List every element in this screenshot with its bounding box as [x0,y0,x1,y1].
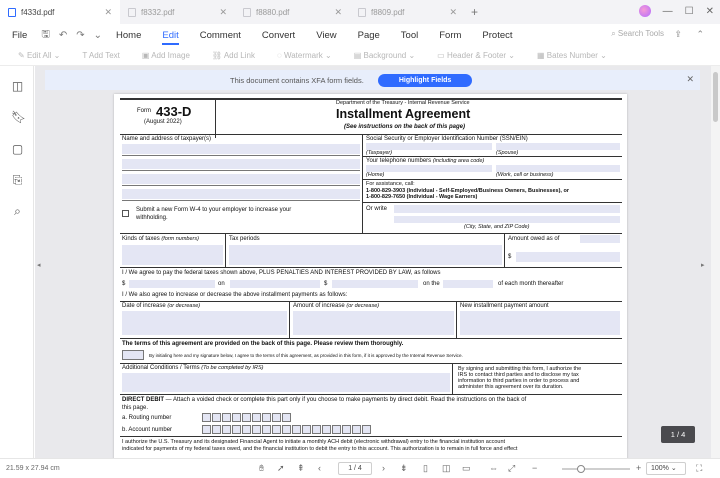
date-increase-field[interactable] [122,311,287,335]
tab-label: f8880.pdf [256,7,290,17]
account-digit-box[interactable] [222,425,231,434]
close-icon[interactable]: ✕ [449,6,457,17]
w4-checkbox[interactable] [122,210,129,217]
header-footer-label: Header & Footer [446,51,507,60]
form-title: Installment Agreement [336,107,471,121]
form-date: (August 2022) [144,119,182,125]
direct-debit-heading: DIRECT DEBIT [122,397,164,403]
new-payment-label: New installment payment amount [460,303,549,309]
account-digit-box[interactable] [362,425,371,434]
search-tools-label: Search Tools [617,29,664,38]
edit-toolbar [0,46,720,66]
edit-all-button[interactable]: ✎ Edit All ⌄ [18,51,61,60]
account-digit-box[interactable] [342,425,351,434]
pay-dollar-sign-2: $ [324,281,328,287]
attachment-icon[interactable]: ⎘ [12,173,23,187]
scroll-mode-icon[interactable]: ▭ [462,463,471,473]
or-write-field-1[interactable] [394,205,620,213]
account-label: b. Account number [122,427,173,433]
maximize-icon[interactable]: ☐ [684,5,694,17]
search-icon[interactable]: ⌕ [14,204,21,218]
new-tab-icon[interactable]: + [471,5,479,19]
tab-f8332[interactable] [120,0,235,24]
minimize-icon[interactable]: — [662,5,673,17]
ssn-label: Social Security or Employer Identification Number (SSN/EIN) [366,136,528,142]
window-controls [639,5,714,17]
form-subtitle: (See instructions on the back of this page) [344,124,466,130]
account-digit-box[interactable] [272,425,281,434]
menu-convert[interactable]: Convert [261,29,296,41]
account-digit-box[interactable] [242,425,251,434]
routing-digit-box[interactable] [212,413,221,422]
account-digit-box[interactable] [292,425,301,434]
amount-owed-date-field[interactable] [580,235,620,243]
menu-tool[interactable]: Tool [400,29,419,41]
close-icon[interactable]: ✕ [219,6,227,17]
on-the-label: on the [423,281,440,287]
name-field-4[interactable] [122,189,360,199]
city-label: (City, State, and ZIP Code) [464,224,530,230]
new-payment-field[interactable] [460,311,620,335]
add-image-label: Add Image [151,51,190,60]
agree-pay-text: I / We agree to pay the federal taxes shown above, PLUS PENALTIES AND INTEREST PROVIDED BY LAW, as follows [122,270,441,276]
watermark-button[interactable]: ◌ Watermark ⌄ [276,51,332,60]
routing-digit-box[interactable] [242,413,251,422]
routing-digit-box[interactable] [262,413,271,422]
account-digit-box[interactable] [322,425,331,434]
fit-page-icon[interactable]: ⤢ [508,463,516,473]
next-page-icon[interactable]: › [382,463,385,473]
zoom-slider-knob[interactable] [577,465,585,473]
tab-label: f8332.pdf [141,7,175,17]
signing-text-2: IRS to contact third parties and to disclose my tax [458,372,579,378]
submit-w4-text-2: withholding. [136,215,168,221]
or-write-field-2[interactable] [394,216,620,223]
undo-icon[interactable]: ↶ [58,29,68,41]
submit-w4-text: Submit a new Form W-4 to your employer to increase your [136,207,292,213]
menu-page[interactable]: Page [357,29,380,41]
each-month-label: of each month thereafter [498,281,564,287]
pdf-file-icon [128,8,136,17]
payment-date-field[interactable] [230,280,320,288]
additional-conditions-label [122,365,263,371]
menu-edit[interactable]: Edit [162,29,179,41]
search-tools-input[interactable]: ⌕ Search Tools [611,29,664,38]
authorize-text-1: I authorize the U.S. Treasury and its designated Financial Agent to initiate a monthly ACH debit (electronic withdrawal) entry to the financial institution account [122,439,506,445]
tab-f8880[interactable] [235,0,350,24]
assistance-label: For assistance, call: [366,181,415,187]
routing-digit-box[interactable] [222,413,231,422]
tab-label: f8809.pdf [371,7,405,17]
prev-page-icon[interactable]: ‹ [318,463,321,473]
assistance-phone-1: 1-800-829-3903 (Individual - Self-Employed/Business Owners, Businesses), or [366,188,569,194]
hand-tool-icon[interactable]: ✋︎ [259,463,265,473]
page-number-input[interactable]: 1 / 4 [338,462,372,475]
menu-form[interactable]: Form [439,29,462,41]
signing-text-3: information to third parties in order to process and [458,378,580,384]
bates-number-label: Bates Number [546,51,598,60]
payment-amount-field[interactable] [129,280,215,288]
add-image-button[interactable]: ▣ Add Image [141,51,190,60]
or-decrease-hint: (or decrease) [167,303,201,309]
amount-increase-label [293,303,379,309]
tax-periods-field[interactable] [229,245,502,265]
fit-width-icon[interactable]: ⇔ [489,463,498,473]
avatar[interactable] [639,5,651,17]
routing-digit-box[interactable] [282,413,291,422]
tab-bar [0,0,720,24]
form-number: 433-D [156,104,192,119]
to-complete-hint: (To be completed by IRS) [201,365,264,371]
add-link-label: Add Link [223,51,255,60]
zoom-in-icon[interactable]: + [636,463,642,473]
assistance-phone-2: 1-800-829-7650 (Individual - Wage Earners) [366,194,478,200]
direct-debit-desc: — Attach a voided check or complete this part only if you choose to make payments by direct debit. Read the instructions on the back of [165,397,527,403]
bates-number-button[interactable]: ▦ Bates Number ⌄ [537,51,607,60]
phone-label-text: Your telephone numbers [366,158,432,164]
routing-digit-box[interactable] [252,413,261,422]
ssn-taxpayer-field[interactable] [366,143,492,150]
account-digit-box[interactable] [302,425,311,434]
account-digit-box[interactable] [312,425,321,434]
home-phone-field[interactable] [366,165,492,172]
menu-bar [0,24,720,46]
work-phone-field[interactable] [496,165,620,172]
home-label: (Home) [366,172,385,178]
pdf-file-icon [8,8,16,17]
fullscreen-icon[interactable]: ⛶ [696,463,703,473]
highlight-fields-button[interactable]: Highlight Fields [378,74,473,87]
menu-home[interactable]: Home [116,29,142,41]
close-icon[interactable]: ✕ [334,6,342,17]
ssn-spouse-field[interactable] [496,143,620,150]
xfa-notice-bar [45,70,700,90]
left-sidebar [0,66,34,458]
form-label: Form [137,108,151,114]
work-label: (Work, cell or business) [496,172,554,178]
account-digit-box[interactable] [352,425,361,434]
header-footer-button[interactable]: ▭ Header & Footer ⌄ [437,51,516,60]
kinds-taxes-text: Kinds of taxes [122,236,160,242]
day-of-month-field[interactable] [443,280,493,288]
page-layout-icon[interactable]: ▯ [423,463,428,473]
vertical-scrollbar[interactable] [711,66,720,458]
tax-periods-label: Tax periods [229,236,260,242]
form-numbers-hint: (form numbers) [161,236,199,242]
save-icon[interactable]: 🖫 [41,28,50,40]
status-bar [0,458,720,478]
account-digit-box[interactable] [202,425,211,434]
close-window-icon[interactable]: ✕ [705,5,714,17]
collapse-right-icon[interactable]: ▸ [701,262,705,269]
phone-hint: (including area code) [432,158,485,164]
close-icon[interactable]: ✕ [686,74,694,84]
this-page-text: this page. [122,405,149,411]
taxpayer-label: (Taxpayer) [366,150,393,156]
date-increase-label [122,303,200,309]
routing-digit-box[interactable] [272,413,281,422]
name-field-3[interactable] [122,174,360,184]
direct-debit-text [122,397,526,403]
name-field-2[interactable] [122,159,360,169]
initial-field[interactable] [122,350,144,360]
initial-agreement-text: By initialing here and my signature below, I agree to the terms of this agreement, as provided in this form, if it is approved by the Internal Revenue Service. [149,353,463,358]
collapse-left-icon[interactable]: ◂ [37,262,41,269]
name-address-label: Name and address of taxpayer(s) [122,136,212,142]
additional-conditions-text: Additional Conditions / Terms [122,365,200,371]
terms-text: The terms of this agreement are provided on the back of this page. Please review them thoroughly. [122,341,404,347]
first-page-icon[interactable]: ⇞ [297,463,305,473]
amount-increase-field[interactable] [293,311,454,335]
additional-conditions-field[interactable] [122,373,450,392]
background-label: Background [363,51,407,60]
last-page-icon[interactable]: ⇟ [400,463,408,473]
amount-owed-field[interactable] [516,252,620,262]
xfa-notice-message: This document contains XFA form fields. [230,75,364,85]
account-digit-box[interactable] [282,425,291,434]
add-text-label: Add Text [88,51,120,60]
pdf-file-icon [243,8,251,17]
monthly-amount-field[interactable] [332,280,418,288]
authorize-text-2: indicated for payments of my federal taxes owed, and the financial institution to debit the entry to this account. This authorization is to remain in full force and effect [122,446,518,452]
menu-protect[interactable]: Protect [482,29,513,41]
account-digit-box[interactable] [262,425,271,434]
two-page-icon[interactable]: ◫ [442,463,451,473]
routing-digit-box[interactable] [202,413,211,422]
bookmark-icon[interactable]: 🔖︎ [11,110,27,124]
edit-all-label: Edit All [26,51,52,60]
amount-owed-label: Amount owed as of [508,236,560,242]
page-dimensions: 21.59 x 27.94 cm [6,465,60,472]
tab-label: f433d.pdf [21,7,55,17]
account-digit-box[interactable] [232,425,241,434]
on-label: on [218,281,225,287]
routing-digit-box[interactable] [232,413,241,422]
kinds-taxes-label [122,236,199,242]
watermark-label: Watermark [283,51,323,60]
account-digit-box[interactable] [212,425,221,434]
pdf-page [114,94,627,458]
document-viewer [35,66,711,458]
signing-text-4: administer this agreement over its duration. [458,384,564,390]
amount-increase-text: Amount of increase [293,303,345,309]
kinds-taxes-field[interactable] [122,245,223,265]
phone-label [366,158,484,164]
redo-icon[interactable]: ↷ [76,29,85,41]
thumbnails-icon[interactable]: ◫ [11,79,24,93]
pay-dollar-sign: $ [122,281,126,287]
add-text-button[interactable]: T Add Text [82,51,120,60]
amount-dollar-sign: $ [508,254,512,260]
scrollbar-thumb[interactable] [713,72,718,122]
zoom-value: 100% [651,465,669,472]
signing-text-1: By signing and submitting this form, I authorize the [458,366,582,372]
spouse-label: (Spouse) [496,150,519,156]
file-menu[interactable]: File [12,29,28,41]
zoom-slider[interactable] [562,468,630,470]
add-link-button[interactable]: ⛓ Add Link [211,51,255,60]
agree-increase-text: I / We also agree to increase or decrease the above installment payments as follows: [122,292,348,298]
pdf-file-icon [358,8,366,17]
zoom-out-icon[interactable]: − [532,463,538,473]
chevron-down-icon[interactable]: ⌄ [93,29,103,41]
menu-comment[interactable]: Comment [199,29,241,41]
upload-icon[interactable]: ⇪ ⌃ [674,29,710,39]
department-text: Department of the Treasury - Internal Revenue Service [336,100,470,106]
tab-f433d[interactable] [0,0,120,24]
comment-icon[interactable]: ▢ [11,142,24,156]
select-tool-icon[interactable]: ➚ [277,463,285,473]
menu-view[interactable]: View [316,29,337,41]
or-decrease-hint-2: (or decrease) [346,303,380,309]
close-icon[interactable]: ✕ [104,6,112,17]
background-button[interactable]: ▤ Background ⌄ [353,51,416,60]
or-write-label: Or write [366,206,387,212]
zoom-select[interactable]: 100% ⌄ [646,462,686,475]
account-digit-box[interactable] [332,425,341,434]
date-increase-text: Date of increase [122,303,166,309]
page-indicator: 1 / 4 [661,426,695,443]
account-digit-box[interactable] [252,425,261,434]
tab-f8809[interactable] [350,0,465,24]
routing-label: a. Routing number [122,415,172,421]
name-field-1[interactable] [122,144,360,154]
